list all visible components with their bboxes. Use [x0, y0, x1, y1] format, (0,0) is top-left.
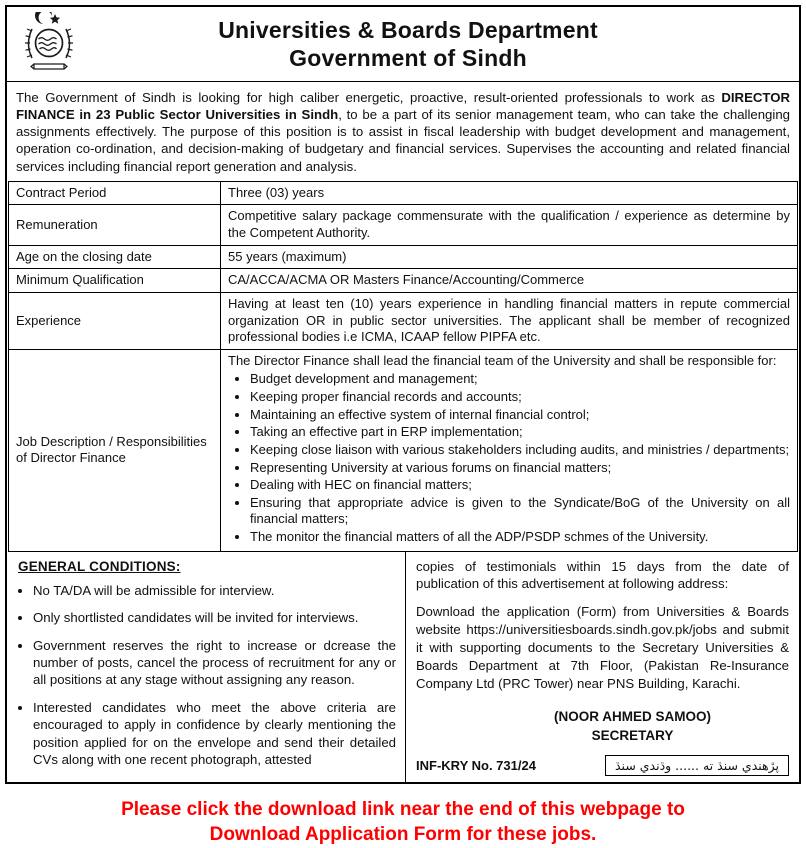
download-instructions-text: Download the application (Form) from Universities & Boards website https://universitiesboards.sindh.gov.pk/jobs and submit it with supporting documents to the Secretary Universities & Boards Department at 7th Floor, (Pakistan Re-Insurance Company Ltd (PRC Tower) near PNS Building, Karachi.	[416, 604, 789, 691]
list-item: • Maintaining an effective system of internal financial control;	[250, 407, 790, 424]
job-description-intro: The Director Finance shall lead the financial team of the University and shall be responsible for:	[228, 352, 777, 368]
row-label-job-description: Job Description / Responsibilities of Director Finance	[9, 349, 221, 551]
row-value-remuneration: Competitive salary package commensurate with the qualification / experience as determine by the Competent Authority.	[221, 205, 798, 245]
advert-reference-number: INF-KRY No. 731/24	[416, 757, 536, 773]
title-line-department: Universities & Boards Department	[218, 17, 598, 44]
download-note-line-1: Please click the download link near the end of this webpage to	[121, 798, 685, 820]
urdu-slogan-box: پڙهندي سنڌ ته ...... وڌندي سنڌ	[605, 755, 789, 776]
table-row	[9, 269, 798, 293]
signatory-title: SECRETARY	[591, 727, 674, 743]
intro-bold-position: DIRECTOR FINANCE in 23 Public Sector Universities in Sindh	[16, 90, 790, 123]
ad-header	[7, 7, 799, 82]
application-address-column	[406, 552, 799, 782]
job-spec-table	[8, 181, 798, 552]
list-item: • Keeping proper financial records and accounts;	[250, 389, 790, 406]
list-item: • Budget development and management;	[250, 371, 790, 388]
job-ad-border-box	[5, 5, 801, 784]
table-row	[9, 292, 798, 349]
list-item: • No TA/DA will be admissible for interview.	[33, 582, 396, 599]
conditions-section	[7, 552, 799, 782]
list-item: • Only shortlisted candidates will be invited for interviews.	[33, 609, 396, 626]
row-label-contract-period: Contract Period	[9, 181, 221, 205]
list-item: • Government reserves the right to increase or dcrease the number of posts, cancel the process of recruitment for any or all positions at any stage without assigning any reason.	[33, 637, 396, 689]
row-label-remuneration: Remuneration	[9, 205, 221, 245]
row-value-qualification: CA/ACCA/ACMA OR Masters Finance/Accounting/Commerce	[221, 269, 798, 293]
row-value-age: 55 years (maximum)	[221, 245, 798, 269]
general-conditions-heading: GENERAL CONDITIONS:	[18, 558, 181, 574]
general-conditions-column	[7, 552, 406, 782]
list-item: • Interested candidates who meet the above criteria are encouraged to apply in confidence by clearly mentioning the position applied for on the envelope and send their detailed CVs along with one recent photograph, attested	[33, 699, 396, 769]
download-note	[0, 797, 806, 848]
job-description-list	[228, 371, 790, 545]
row-label-age: Age on the closing date	[9, 245, 221, 269]
signatory-name: (NOOR AHMED SAMOO)	[554, 709, 711, 725]
table-row	[9, 181, 798, 205]
table-row	[9, 349, 798, 551]
row-label-experience: Experience	[9, 292, 221, 349]
reference-row	[416, 749, 789, 776]
sindh-government-crest-icon	[17, 12, 87, 77]
table-row	[9, 245, 798, 269]
table-row	[9, 205, 798, 245]
row-value-experience: Having at least ten (10) years experience in handling financial matters in repute commercial organization OR in public sector universities. The applicant shall be member of recognized professional bodies i.e ICMA, ICAAP fellow PIPFA etc.	[221, 292, 798, 349]
title-line-government: Government of Sindh	[289, 44, 527, 71]
download-note-line-2: Download Application Form for these jobs.	[209, 824, 597, 846]
intro-text-2: , to be a part of its senior management team, who can take the challenging assignments effectively. The purpose of this position is to assist in fiscal leadership with budget development and management, operation co-ordination, and decision-making of budgetary and financial services. Supervises the accounting and related financial services including financial report generation and analysis.	[16, 107, 790, 174]
row-label-qualification: Minimum Qualification	[9, 269, 221, 293]
intro-text-1: The Government of Sindh is looking for high caliber energetic, proactive, result-oriented professionals to work as	[16, 90, 722, 105]
row-value-job-description	[221, 349, 798, 551]
signature-block	[476, 708, 789, 744]
testimonials-continuation-text: copies of testimonials within 15 days from the date of publication of this advertisement at following address:	[416, 558, 789, 592]
list-item: • Keeping close liaison with various stakeholders including audits, and ministries / departments;	[250, 442, 790, 459]
row-value-contract-period: Three (03) years	[221, 181, 798, 205]
list-item: • Taking an effective part in ERP implementation;	[250, 424, 790, 441]
general-conditions-list	[16, 582, 396, 769]
list-item: • Ensuring that appropriate advice is given to the Syndicate/BoG of the University on all financial matters;	[250, 495, 790, 528]
list-item: • The monitor the financial matters of all the ADP/PSDP schmes of the University.	[250, 529, 790, 546]
intro-paragraph	[7, 82, 799, 181]
page-title	[87, 17, 789, 71]
list-item: • Dealing with HEC on financial matters;	[250, 477, 790, 494]
list-item: • Representing University at various forums on financial matters;	[250, 460, 790, 477]
